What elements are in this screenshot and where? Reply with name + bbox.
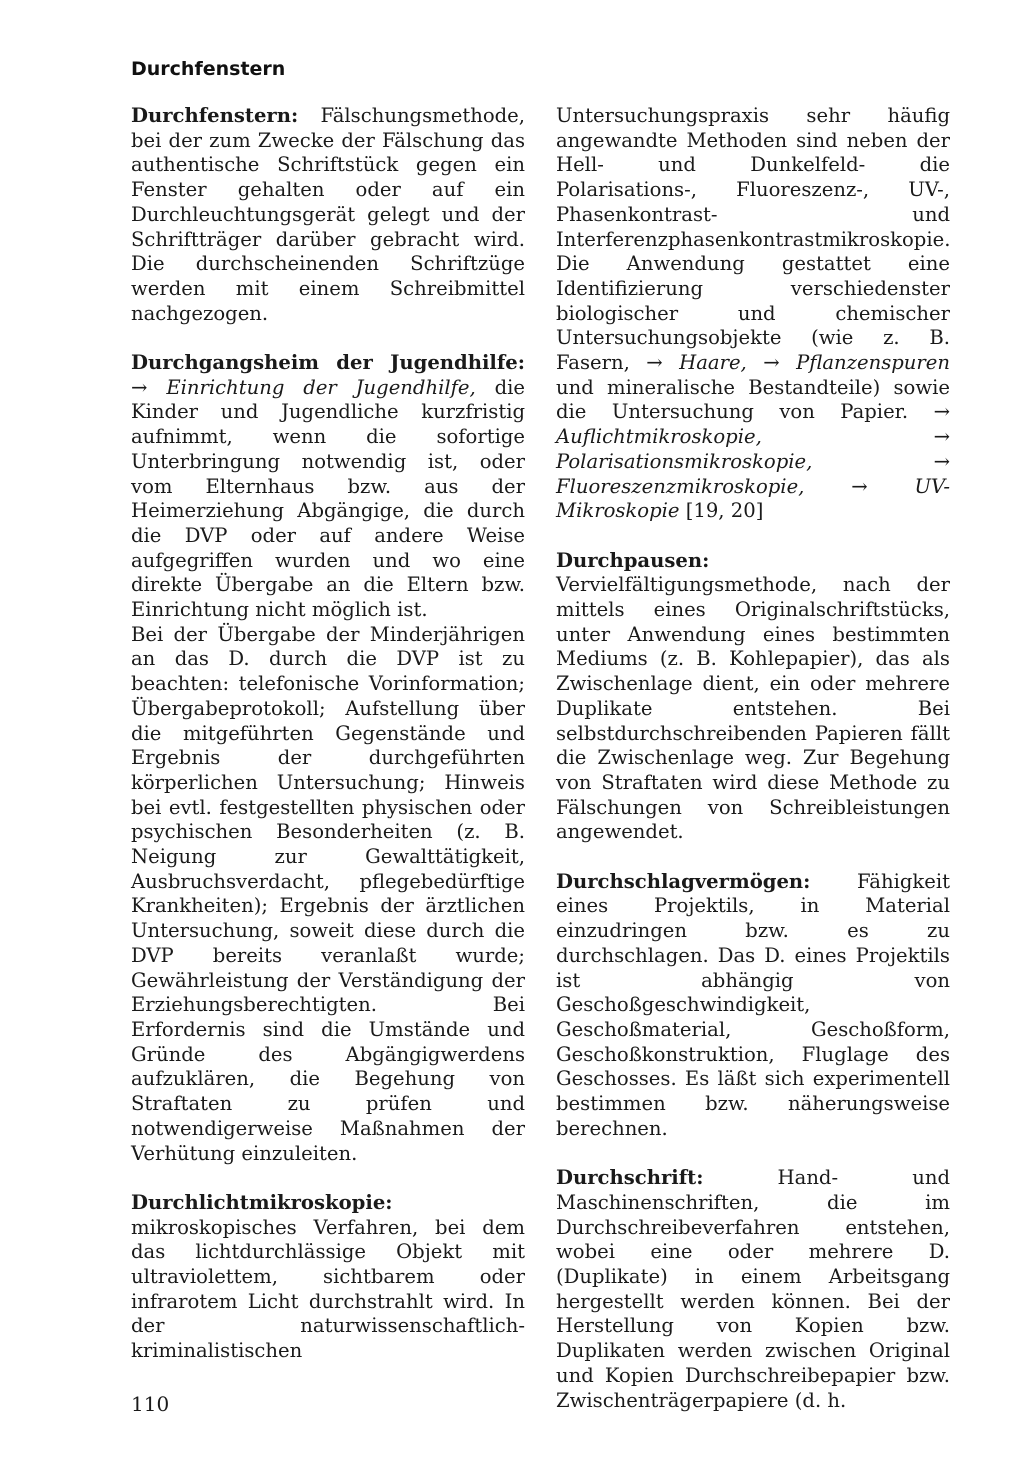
entry-text: Vervielfältigungsmethode, nach der mittels eines Originalschriftstücks, unter Anwendung eines bestimmten Mediums (z. B. Kohlepapier), das als Zwischenlage dient, ein oder mehrere Duplikate entstehen. Bei selbstdurchschreibenden Papieren fällt die Zwischenlage weg. Zur Begehung von Straftaten wird diese Methode zu Fälschungen von Schreibleistungen angewendet. <box>556 573 950 844</box>
cross-reference-arrow: → <box>646 351 680 375</box>
entry-text: Fähigkeit eines Projektils, in Material einzudringen bzw. es zu durchschlagen. Das D. eines Projektils ist abhängig von Geschoßgeschwindigkeit, Geschoßmaterial, Geschoßform, Geschoßkonstruktion, Fluglage des Geschosses. Es läßt sich experimentell bestimmen bzw. näherungsweise berechnen. <box>556 869 950 1140</box>
cross-reference-arrow: → <box>746 351 797 375</box>
entry-text: Untersuchungspraxis sehr häufig angewandte Methoden sind neben der Hell- und Dunkelfeld- die Polarisations-, Fluoreszenz-, UV-, Phasenkontrast- und Interferenzphasenkontrastmikroskopie. Die Anwendung gestattet eine Identifizierung verschiedenster biologischer und chemischer Untersuchungsobjekte (wie z. B. Fasern, <box>556 104 951 375</box>
entry-durchgangsheim-paragraph-2: Bei der Übergabe der Minderjährigen an das D. durch die DVP ist zu beachten: telefonische Vorinformation; Übergabeprotokoll; Aufstellung über die mitgeführten Gegenstände und Ergebnis der durchgeführten körperlichen Untersuchung; Hinweis bei evtl. festgestellten physischen oder psychischen Besonderheiten (z. B. Neigung zur Gewalttätigkeit, Ausbruchsverdacht, pflegebedürftige Krankheiten); Ergebnis der ärztlichen Untersuchung, soweit diese durch die DVP bereits veranlaßt wurde; Gewährleistung der Verständigung der Erziehungsberechtigten. Bei Erfordernis sind die Umstände und Gründe des Abgängigwerdens aufzuklären, die Begehung von Straftaten zu prüfen und notwendigerweise Maßnahmen der Verhütung einzuleiten. <box>131 622 525 1165</box>
entry-durchschrift <box>556 1166 950 1413</box>
entry-term: Durchpausen: <box>556 548 710 572</box>
entry-term: Durchschrift: <box>556 1166 704 1190</box>
cross-reference: Haare, <box>679 351 747 375</box>
entry-durchlichtmikroskopie-continued <box>556 104 950 524</box>
cross-reference: Einrichtung der Jugendhilfe, <box>166 375 476 399</box>
entry-durchpausen <box>556 549 950 845</box>
cross-reference: Pflanzenspuren <box>796 351 950 375</box>
citation: [19, 20] <box>679 499 764 523</box>
entry-durchgangsheim <box>131 351 525 623</box>
cross-reference: UV-Mikroskopie <box>556 474 950 523</box>
entry-text: und mineralische Bestandteile) sowie die Untersuchung von Papier. <box>556 375 950 424</box>
entry-term: Durchschlagvermögen: <box>556 869 811 893</box>
cross-reference: Fluoreszenzmikroskopie, <box>556 474 805 498</box>
left-column <box>131 104 525 1364</box>
page-number: 110 <box>131 1392 170 1416</box>
entry-durchlichtmikroskopie <box>131 1191 525 1364</box>
right-column <box>556 104 950 1413</box>
cross-reference-arrow: → <box>804 474 915 498</box>
cross-reference-arrow: → <box>131 375 167 399</box>
entry-term: Durchgangsheim der Jugendhilfe: <box>131 351 525 375</box>
entry-durchschlagvermoegen <box>556 870 950 1142</box>
cross-reference: Polarisationsmikroskopie, <box>556 449 813 473</box>
entry-text: die Kinder und Jugendliche kurzfristig aufnimmt, wenn die sofortige Unterbringung notwendig ist, oder vom Elternhaus bzw. aus der Heimerziehung Abgängige, die durch die DVP oder auf andere Weise aufgegriffen wurden und wo eine direkte Übergabe an die Eltern bzw. Einrichtung nicht möglich ist. <box>131 375 525 622</box>
entry-text: Fälschungsmethode, bei der zum Zwecke der Fälschung das authentische Schriftstück gegen ein Fenster gehalten oder auf ein Durchleuchtungsgerät gelegt und der Schriftträger darüber gebracht wird. Die durchscheinenden Schriftzüge werden mit einem Schreibmittel nachgezogen. <box>131 104 525 325</box>
entry-durchfenstern <box>131 104 525 326</box>
cross-reference: Auflichtmikroskopie, <box>556 425 762 449</box>
entry-text: mikroskopisches Verfahren, bei dem das lichtdurchlässige Objekt mit ultraviolettem, sichtbarem oder infrarotem Licht durchstrahlt wird. In der naturwissenschaftlich-kriminalistischen <box>131 1215 525 1363</box>
entry-term: Durchlichtmikroskopie: <box>131 1190 393 1214</box>
entry-term: Durchfenstern: <box>131 104 299 127</box>
cross-reference-arrow: → <box>933 400 950 424</box>
entry-text: Hand- und Maschinenschriften, die im Durchschreibeverfahren entstehen, wobei eine oder mehrere D. (Duplikate) in einem Arbeitsgang hergestellt werden können. Bei der Herstellung von Kopien bzw. Duplikaten werden zwischen Original und Kopien Durchschreibepapier bzw. Zwischenträgerpapiere (d. h. <box>556 1166 950 1412</box>
running-head: Durchfenstern <box>131 58 286 80</box>
cross-reference-arrow: → <box>812 449 950 473</box>
cross-reference-arrow: → <box>761 425 950 449</box>
